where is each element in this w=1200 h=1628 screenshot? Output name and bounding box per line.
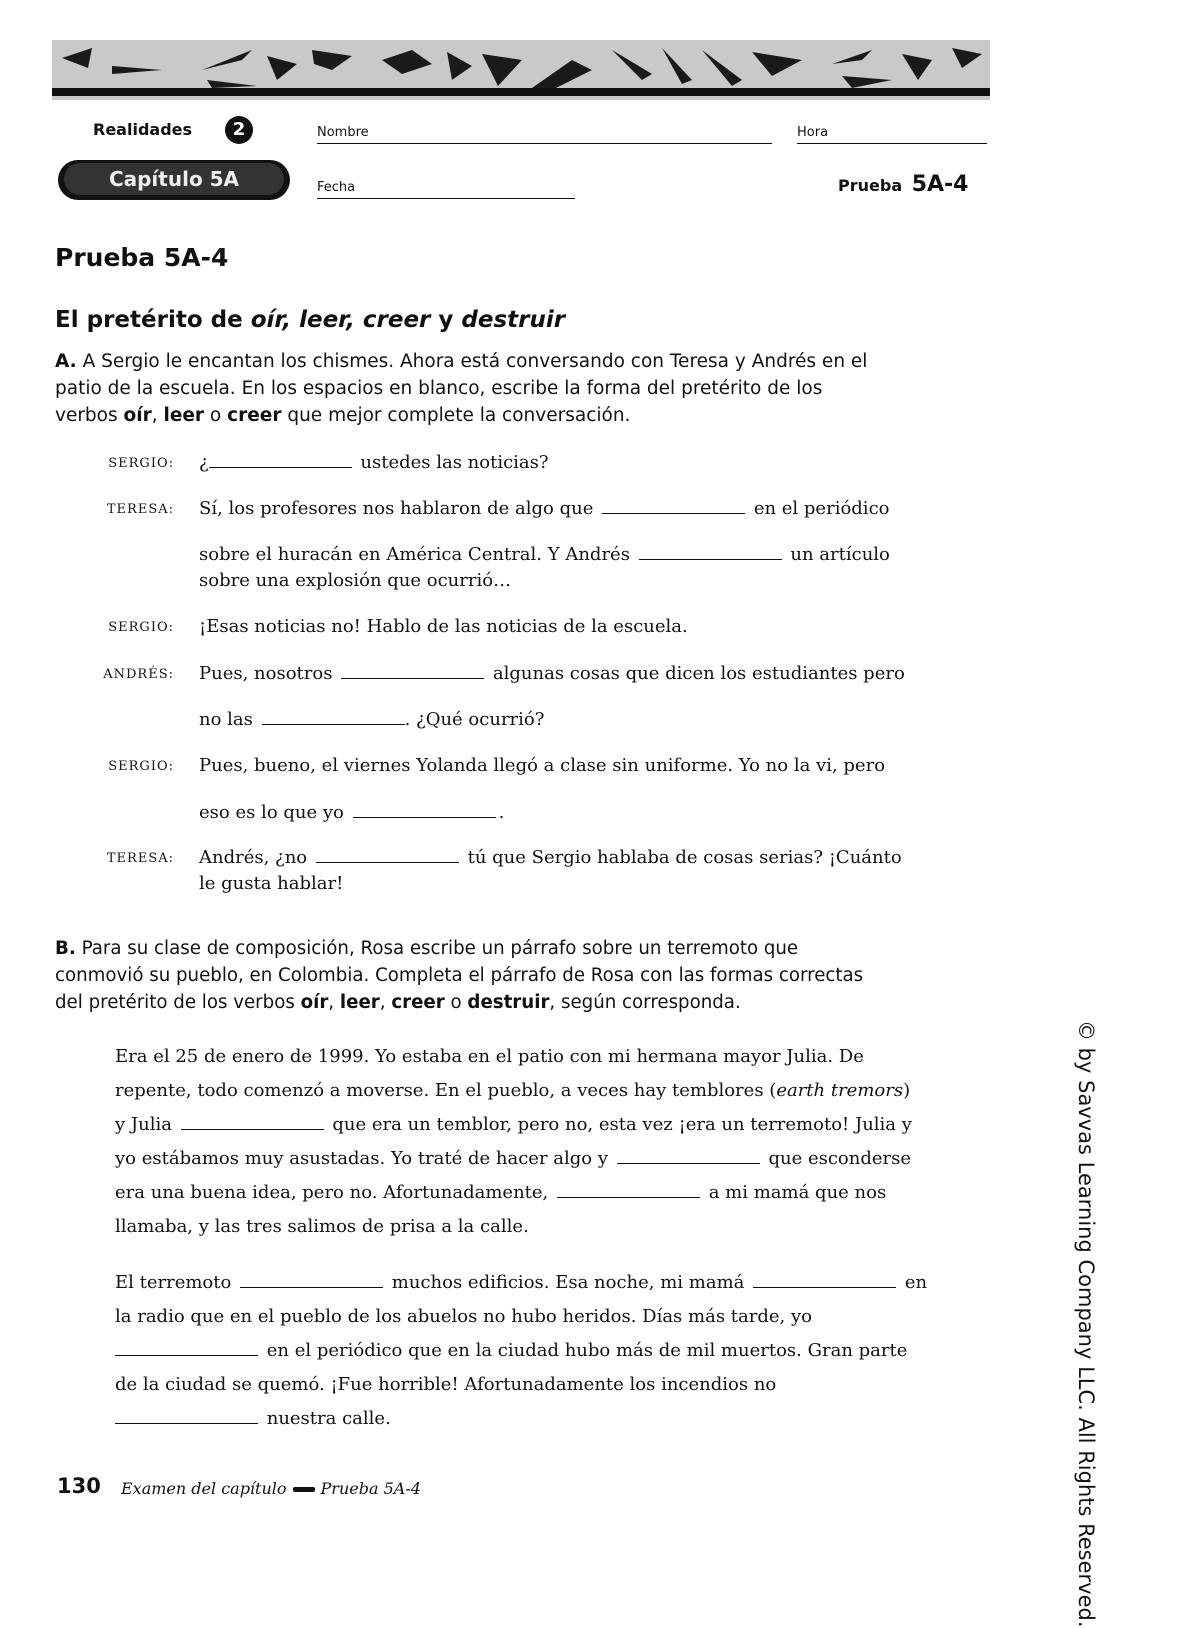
paragraph-line (115, 1176, 995, 1210)
date-line (317, 198, 575, 199)
answer-blank[interactable] (115, 1354, 258, 1356)
paragraph-text: ) (903, 1080, 911, 1101)
part-b-verb-oir: oír (300, 992, 329, 1013)
paragraph-text: era una buena idea, pero no. Afortunadamente, (115, 1182, 554, 1203)
dialogue-text: ustedes las noticias? (354, 452, 549, 473)
part-a-intro-2: patio de la escuela. En los espacios en blanco, escribe la forma del pretérito de los (55, 378, 823, 399)
dialogue-text: algunas cosas que dicen los estudiantes pero (487, 663, 905, 684)
part-b-verb-creer: creer (391, 992, 445, 1013)
paragraph-text: que esconderse (762, 1148, 912, 1169)
footer-dash (293, 1487, 315, 1492)
part-b-sep-1: , (328, 992, 340, 1013)
paragraph-line (115, 1266, 995, 1300)
answer-blank[interactable] (316, 861, 459, 863)
paragraph-line (115, 1074, 995, 1108)
page-title: Prueba 5A-4 (55, 243, 229, 272)
copyright-notice: © by Savvas Learning Company LLC. All Rights Reserved. (1074, 1020, 1098, 1628)
quiz-code: 5A-4 (911, 172, 969, 197)
speaker-label: TERESA: (106, 851, 174, 866)
series-name: Realidades (93, 120, 193, 139)
part-a-letter: A. (55, 351, 77, 372)
answer-blank[interactable] (115, 1422, 258, 1424)
section-title-last: destruir (461, 307, 566, 333)
dialogue-text: tú que Sergio hablaba de cosas serias? ¡Cuánto (461, 847, 902, 868)
part-b-intro-3-pre: del pretérito de los verbos (55, 992, 301, 1013)
part-a-verb-leer: leer (163, 405, 205, 426)
dialogue-text: Andrés, ¿no (199, 847, 313, 868)
dialogue-text: . ¿Qué ocurrió? (404, 709, 545, 730)
dialogue-text: no las (199, 709, 259, 730)
time-line (797, 143, 987, 144)
part-b-intro-3-post: , según corresponda. (549, 992, 741, 1013)
dialogue-text: Sí, los profesores nos hablaron de algo que (199, 498, 600, 519)
part-a-verb-creer: creer (227, 405, 282, 426)
footer-book-section: Examen del capítulo (121, 1479, 287, 1498)
dialogue-text: . (498, 802, 505, 823)
part-b-verb-destruir: destruir (467, 992, 550, 1013)
paragraph-line: la radio que en el pueblo de los abuelos no hubo heridos. Días más tarde, yo (115, 1306, 812, 1327)
speaker-label: TERESA: (106, 502, 174, 517)
paragraph-text: que era un temblor, pero no, esta vez ¡era un terremoto! Julia y (326, 1114, 912, 1135)
answer-blank[interactable] (353, 816, 496, 818)
paragraph-text: repente, todo comenzó a moverse. En el pueblo, a veces hay temblores ( (115, 1080, 777, 1101)
name-line (317, 143, 772, 144)
dialogue-text: ¿ (199, 452, 209, 473)
dialogue-line: ¡Esas noticias no! Hablo de las noticias de la escuela. (199, 616, 688, 637)
dialogue-text: un artículo (784, 544, 890, 565)
dialogue-line (199, 707, 544, 733)
date-label: Fecha (317, 180, 356, 195)
dialogue-line (199, 661, 905, 687)
answer-blank[interactable] (617, 1162, 760, 1164)
part-b-intro-1: Para su clase de composición, Rosa escribe un párrafo sobre un terremoto que (75, 938, 799, 959)
part-a-intro-1: A Sergio le encantan los chismes. Ahora está conversando con Teresa y Andrés en el (76, 351, 868, 372)
part-a-intro-3-pre: verbos (55, 405, 124, 426)
footer-section (121, 1479, 421, 1498)
answer-blank[interactable] (341, 677, 484, 679)
part-a-verb-oir: oír (123, 405, 152, 426)
paragraph-line (115, 1402, 995, 1436)
dialogue-line (199, 496, 889, 522)
time-label: Hora (797, 125, 829, 140)
dialogue-text: le gusta hablar! (199, 873, 344, 894)
speaker-label: SERGIO: (108, 620, 174, 635)
answer-blank[interactable] (557, 1196, 700, 1198)
speaker-label: ANDRÉS: (103, 667, 174, 682)
answer-blank[interactable] (602, 512, 745, 514)
paragraph-line: Era el 25 de enero de 1999. Yo estaba en el patio con mi hermana mayor Julia. De (115, 1046, 864, 1067)
dialogue-line (199, 450, 549, 476)
section-title-lead: El pretérito de (55, 307, 251, 333)
name-label: Nombre (317, 125, 369, 140)
copyright-wrapper (1053, 1020, 1113, 1628)
paragraph-line (115, 1142, 995, 1176)
dialogue-text: sobre el huracán en América Central. Y Andrés (199, 544, 636, 565)
part-b-intro-2: conmovió su pueblo, en Colombia. Completa el párrafo de Rosa con las formas correctas (55, 965, 864, 986)
answer-blank[interactable] (181, 1128, 324, 1130)
dialogue-line (199, 845, 902, 897)
answer-blank[interactable] (753, 1286, 896, 1288)
dialogue-text: Pues, nosotros (199, 663, 339, 684)
dialogue-line (199, 542, 890, 594)
paragraph-line (115, 1108, 995, 1142)
level-badge: 2 (225, 116, 253, 144)
paragraph-text: nuestra calle. (261, 1408, 391, 1429)
answer-blank[interactable] (639, 558, 782, 560)
part-b-letter: B. (55, 938, 76, 959)
quiz-header (838, 172, 968, 197)
part-a-intro-3-post: que mejor complete la conversación. (281, 405, 631, 426)
dialogue-text: eso es lo que yo (199, 802, 350, 823)
part-b-instructions (55, 935, 1000, 1016)
section-title-verbs: oír, leer, creer (250, 307, 431, 333)
answer-blank[interactable] (209, 466, 352, 468)
page-number: 130 (57, 1474, 101, 1498)
quiz-label: Prueba (838, 176, 903, 195)
part-a-sep-1: , (151, 405, 164, 426)
paragraph-line: llamaba, y las tres salimos de prisa a la calle. (115, 1216, 529, 1237)
part-b-sep-2: , (379, 992, 392, 1013)
footer-quiz: Prueba 5A-4 (320, 1479, 421, 1498)
paragraph-text: El terremoto (115, 1272, 238, 1293)
paragraph-emphasis: earth tremors (776, 1080, 904, 1101)
speaker-label: SERGIO: (108, 759, 174, 774)
answer-blank[interactable] (262, 723, 405, 725)
chapter-tab (58, 160, 290, 200)
speaker-label: SERGIO: (108, 456, 174, 471)
paragraph-text: muchos edificios. Esa noche, mi mamá (386, 1272, 751, 1293)
chapter-label: Capítulo 5A (64, 163, 284, 195)
paragraph-text: y Julia (115, 1114, 178, 1135)
dialogue-text: sobre una explosión que ocurrió… (199, 570, 512, 591)
paragraph-1 (115, 1040, 995, 1244)
dialogue-line: Pues, bueno, el viernes Yolanda llegó a clase sin uniforme. Yo no la vi, pero (199, 755, 886, 776)
part-a-sep-2: o (204, 405, 228, 426)
paragraph-2 (115, 1266, 995, 1436)
paragraph-line (115, 1334, 995, 1368)
paragraph-text: yo estábamos muy asustadas. Yo traté de hacer algo y (115, 1148, 614, 1169)
part-b-verb-leer: leer (339, 992, 380, 1013)
part-a-instructions (55, 348, 995, 429)
paragraph-text: en el periódico que en la ciudad hubo más de mil muertos. Gran parte (261, 1340, 908, 1361)
answer-blank[interactable] (240, 1286, 383, 1288)
banner-bottom-rule (52, 88, 990, 96)
dialogue-line (199, 800, 504, 826)
dialogue-text: en el periódico (748, 498, 890, 519)
paragraph-line: de la ciudad se quemó. ¡Fue horrible! Afortunadamente los incendios no (115, 1374, 777, 1395)
paragraph-text: a mi mamá que nos (703, 1182, 887, 1203)
section-title-and: y (430, 307, 462, 333)
section-title (55, 307, 565, 333)
part-b-sep-3: o (444, 992, 468, 1013)
paragraph-text: en (899, 1272, 928, 1293)
